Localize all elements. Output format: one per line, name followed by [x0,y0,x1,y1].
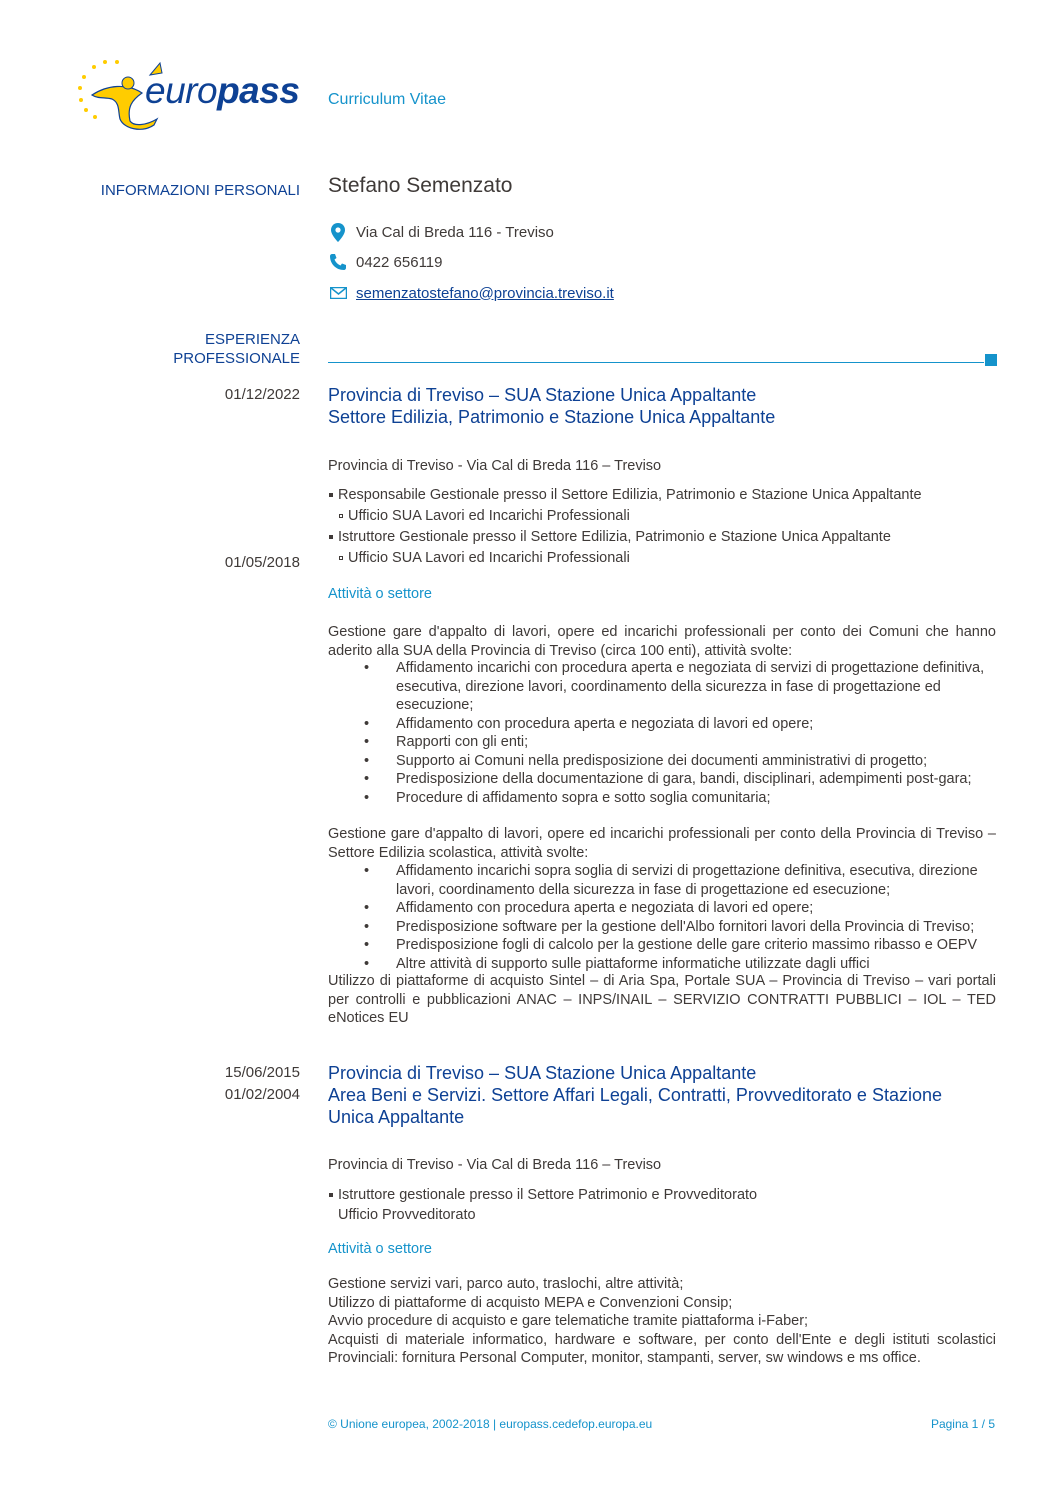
job1-title-line1: Provincia di Treviso – SUA Stazione Unica Appaltante [328,385,757,405]
job1-role1-sub: Ufficio SUA Lavori ed Incarichi Professionali [328,506,996,527]
list-item: • Procedure di affidamento sopra e sotto soglia comunitaria; [328,789,996,808]
list-item: • Affidamento incarichi sopra soglia di servizi di progettazione definitiva, esecutiva, direzione lavori, coordinamento della sicurezza in fase di progettazione ed esecuzione; [328,862,996,899]
job1-date-start: 01/12/2022 [224,386,300,403]
job2-role1: Istruttore gestionale presso il Settore Patrimonio e Provveditorato [328,1185,996,1205]
job2-employer: Provincia di Treviso - Via Cal di Breda 116 – Treviso [328,1157,662,1173]
job1-employer: Provincia di Treviso - Via Cal di Breda 116 – Treviso [328,458,662,474]
document-title: Curriculum Vitae [328,91,446,108]
job2-sector-label: Attività o settore [328,1241,432,1257]
list-item: • Predisposizione software per la gestione dell'Albo fornitori lavori della Provincia di Treviso; [328,918,996,937]
logo-euro: euro [145,70,218,111]
job2-title-line1: Provincia di Treviso – SUA Stazione Unica Appaltante [328,1063,757,1083]
footer-page-number: Pagina 1 / 5 [930,1417,995,1431]
list-item: • Altre attività di supporto sulle piattaforme informatiche utilizzate dagli uffici [328,955,996,974]
job2-roles [328,1185,996,1225]
section-divider-square [985,354,997,366]
job1-list2 [328,862,996,973]
job1-date-second: 01/05/2018 [224,554,300,571]
europass-wordmark [145,70,299,112]
job1-para2: Gestione gare d'appalto di lavori, opere ed incarichi professionali per conto della Provincia di Treviso – Settore Edilizia scolastica, attività svolte: [328,826,996,861]
location-pin-icon [328,222,348,242]
personal-info-label: INFORMAZIONI PERSONALI [100,182,300,199]
job2-title-line3: Unica Appaltante [328,1107,465,1127]
list-item: • Predisposizione fogli di calcolo per la gestione delle gare criterio massimo ribasso e OEPV [328,936,996,955]
experience-label [0,330,300,368]
job2-title-line2: Area Beni e Servizi. Settore Affari Legali, Contratti, Provveditorato e Stazione [328,1085,942,1105]
email-row [328,283,614,303]
job1-sector-label: Attività o settore [328,586,432,602]
experience-label-line2: PROFESSIONALE [173,350,300,367]
job1-roles [328,485,996,569]
person-name: Stefano Semenzato [328,174,513,197]
footer-copyright: © Unione europea, 2002-2018 | europass.cedefop.europa.eu [328,1417,653,1431]
phone-icon [328,252,348,272]
job2-line2: Utilizzo di piattaforme di acquisto MEPA e Convenzioni Consip; [328,1294,733,1311]
job1-role2-sub: Ufficio SUA Lavori ed Incarichi Professionali [328,548,996,569]
phone-row [328,252,442,272]
job1-title [328,384,968,428]
list-item: • Rapporti con gli enti; [328,733,996,752]
job2-line1: Gestione servizi vari, parco auto, traslochi, altre attività; [328,1276,684,1292]
address-text: Via Cal di Breda 116 - Treviso [356,223,554,241]
email-link[interactable]: semenzatostefano@provincia.treviso.it [356,284,614,302]
address-row [328,222,554,242]
job2-role1-sub: Ufficio Provveditorato [338,1207,476,1223]
job2-title [328,1062,968,1128]
list-item: • Supporto ai Comuni nella predisposizione dei documenti amministrativi di progetto; [328,752,996,771]
section-divider [328,362,984,363]
job1-role2: Istruttore Gestionale presso il Settore Edilizia, Patrimonio e Stazione Unica Appaltante [328,527,996,548]
job1-list1 [328,659,996,807]
list-item: • Affidamento con procedura aperta e negoziata di lavori ed opere; [328,899,996,918]
list-item: • Predisposizione della documentazione di gara, bandi, disciplinari, adempimenti post-gara; [328,770,996,789]
job2-activities [328,1275,996,1368]
job1-para1: Gestione gare d'appalto di lavori, opere ed incarichi professionali per conto dei Comuni che hanno aderito alla SUA della Provincia di Treviso (circa 100 enti), attività svolte: [328,624,996,659]
email-icon [328,283,348,303]
job2-line3: Avvio procedure di acquisto e gare telematiche tramite piattaforma i-Faber; [328,1313,809,1329]
list-item: • Affidamento con procedura aperta e negoziata di lavori ed opere; [328,715,996,734]
logo-pass: pass [217,70,300,111]
phone-text: 0422 656119 [356,253,443,271]
job2-date1: 15/06/2015 [224,1064,300,1081]
job2-date2: 01/02/2004 [224,1086,300,1103]
job1-role1: Responsabile Gestionale presso il Settore Edilizia, Patrimonio e Stazione Unica Appaltante [328,485,996,506]
experience-label-line1: ESPERIENZA [204,331,300,348]
job1-para3: Utilizzo di piattaforme di acquisto Sintel – di Aria Spa, Portale SUA – Provincia di Treviso – vari portali per controlli e pubblicazioni ANAC – INPS/INAIL – SERVIZIO CONTRATTI PUBBLICI – IOL – TED eNotices EU [328,973,996,1026]
job1-title-line2: Settore Edilizia, Patrimonio e Stazione Unica Appaltante [328,407,776,427]
job2-line4: Acquisti di materiale informatico, hardware e software, per conto dell'Ente e degli istituti scolastici Provinciali: fornitura Personal Computer, monitor, stampanti, server, sw windows e ms office. [328,1331,996,1366]
list-item: • Affidamento incarichi con procedura aperta e negoziata di servizi di progettazione definitiva, esecutiva, direzione lavori, coordinamento della sicurezza in fase di progettazione ed esecuzione; [328,659,996,715]
